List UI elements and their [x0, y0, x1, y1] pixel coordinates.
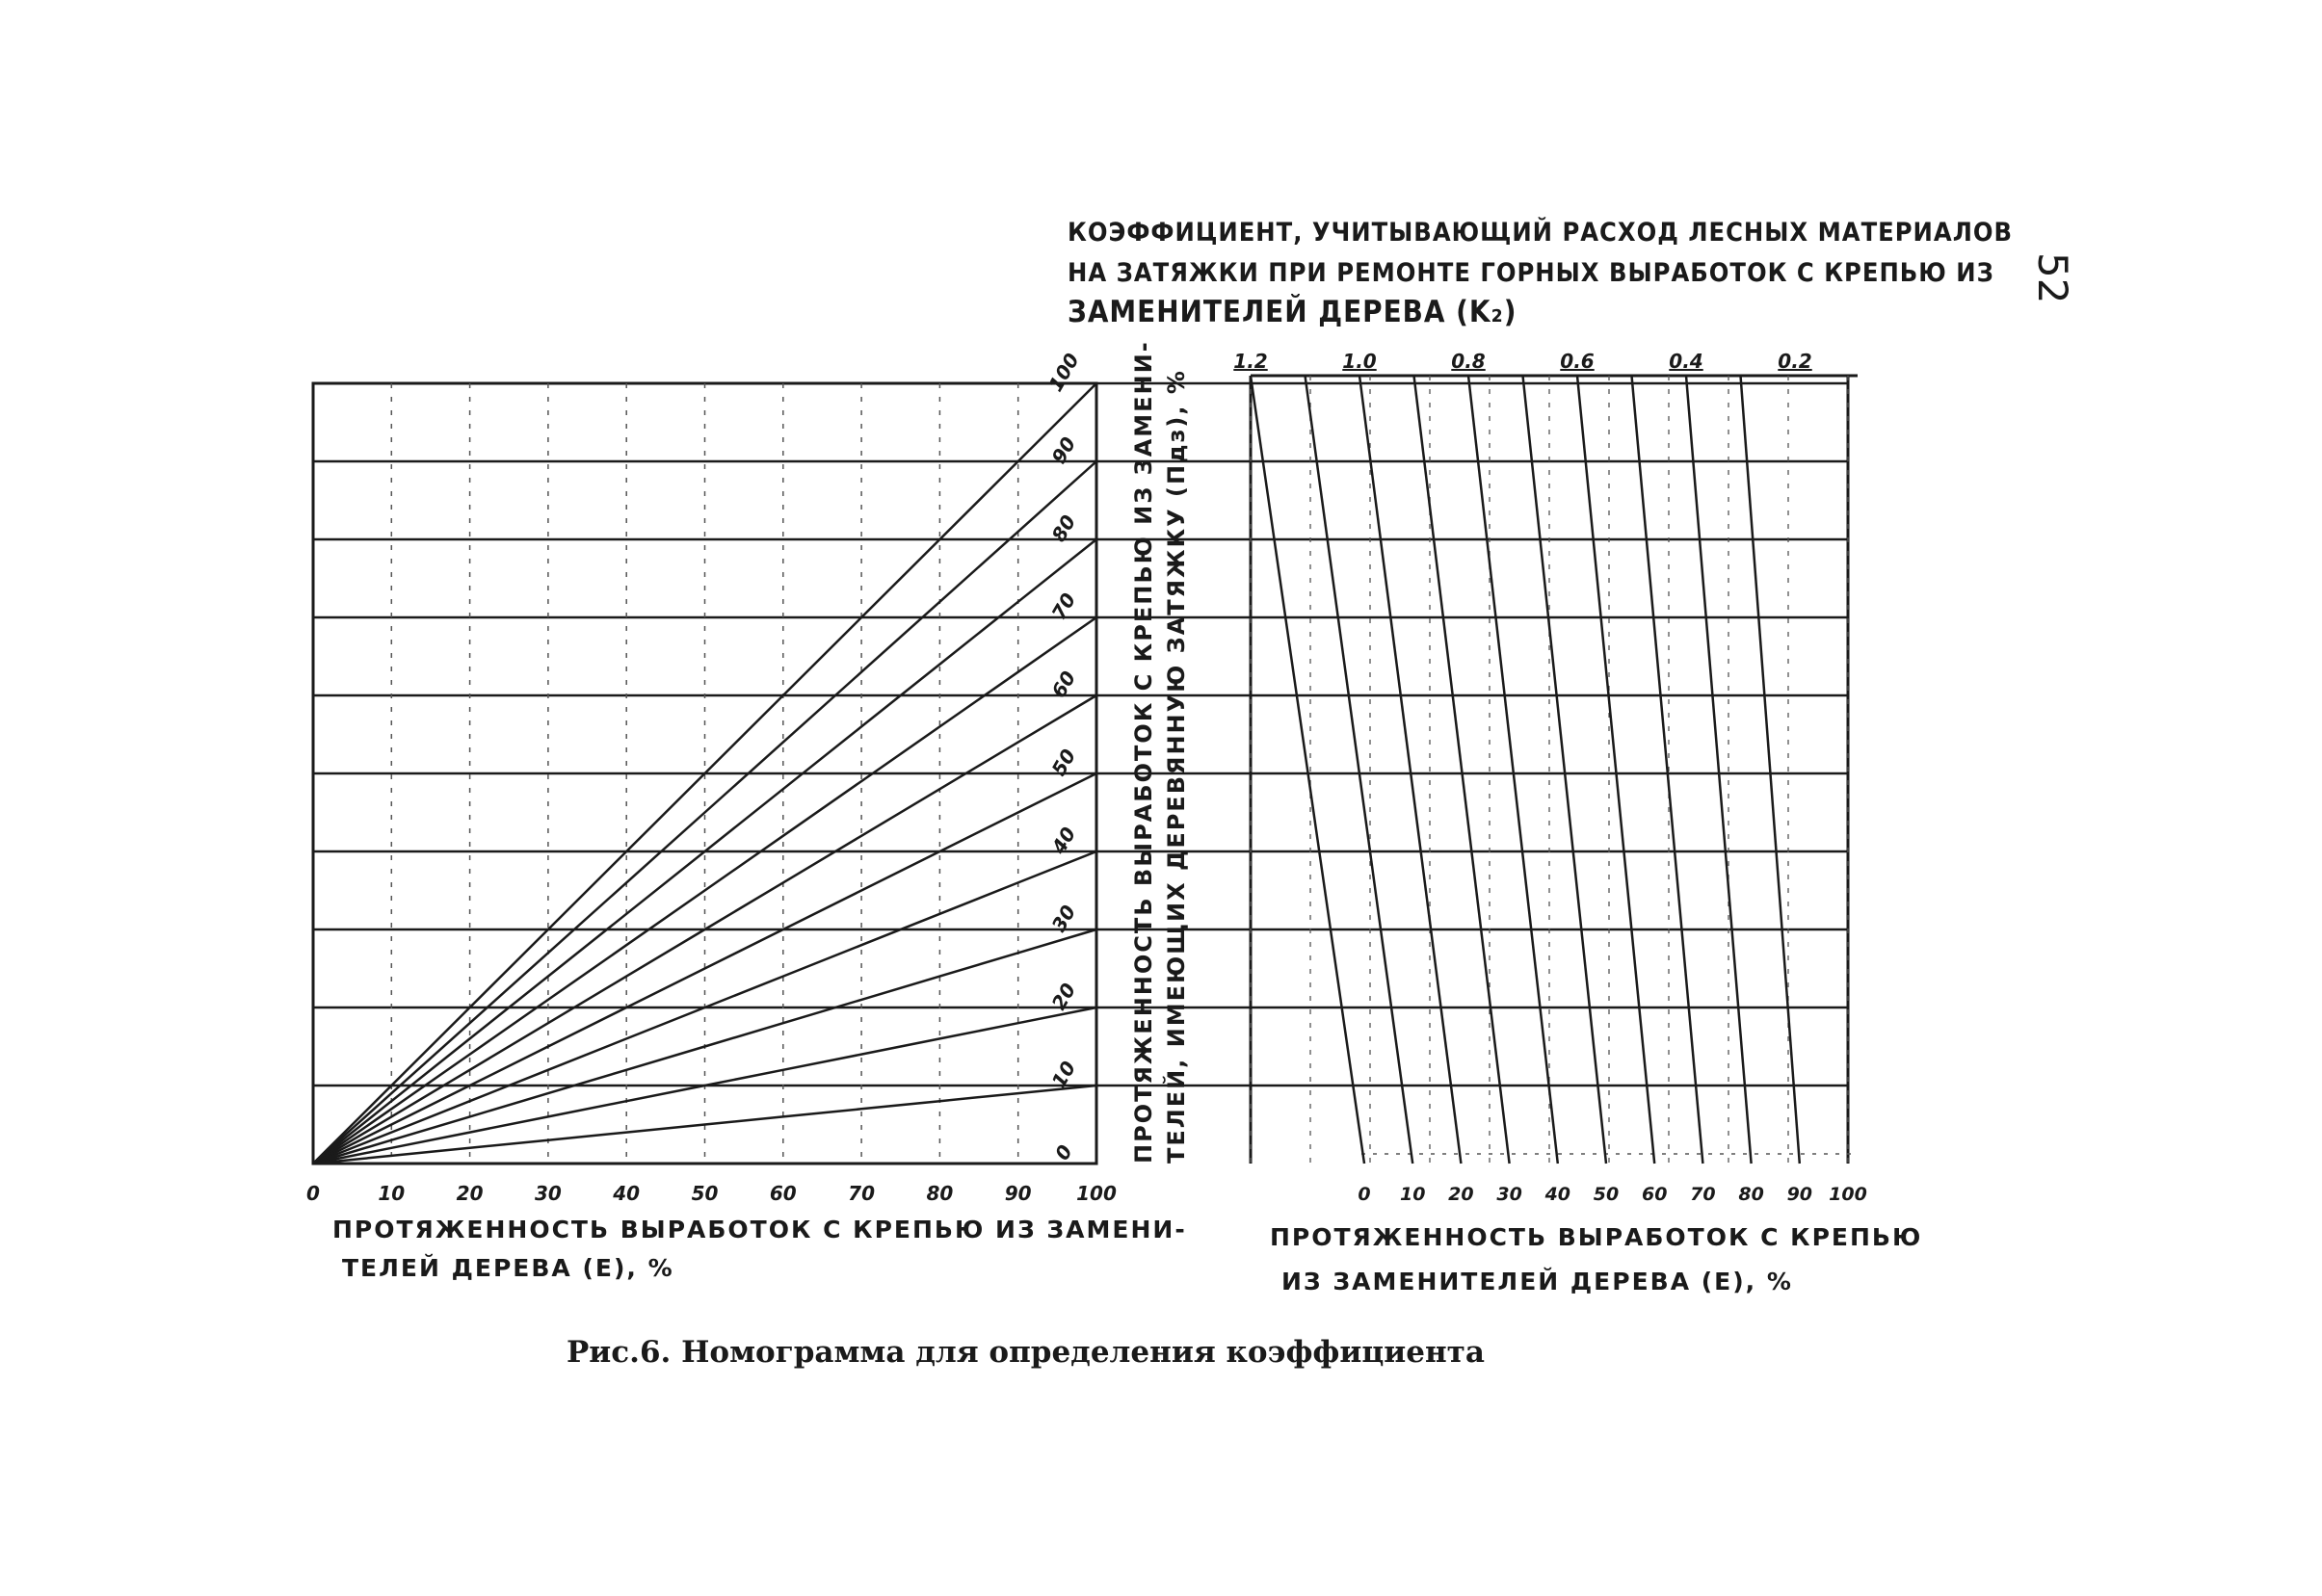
left-x-tick-label: 0: [306, 1182, 320, 1205]
right-x-tick-label: 50: [1593, 1184, 1620, 1205]
right-guide-line: [1414, 376, 1510, 1164]
right-tick-labels: [1233, 350, 1867, 1205]
right-guide-line: [1468, 376, 1558, 1164]
right-guide-line: [1741, 376, 1800, 1164]
left-chart-y-axis-label: [1127, 340, 1193, 1164]
left-tick-labels: [306, 349, 1117, 1205]
right-grid: [1096, 376, 1858, 1164]
left-x-tick-label: 10: [378, 1182, 406, 1205]
left-x-tick-label: 20: [456, 1182, 484, 1205]
right-x-label-line2: ИЗ ЗАМЕНИТЕЛЕЙ ДЕРЕВА (E), %: [1281, 1268, 1793, 1295]
left-series-line: [313, 617, 1096, 1164]
right-guide-line: [1251, 376, 1364, 1164]
left-x-tick-label: 80: [926, 1182, 954, 1205]
right-x-tick-label: 80: [1738, 1184, 1764, 1205]
left-x-tick-label: 40: [613, 1182, 641, 1205]
right-chart-title-line2: НА ЗАТЯЖКИ ПРИ РЕМОНТЕ ГОРНЫХ ВЫРАБОТОК С КРЕПЬЮ ИЗ: [1068, 258, 1994, 288]
left-y-label-line2: ТЕЛЕЙ, ИМЕЮЩИХ ДЕРЕВЯННУЮ ЗАТЯЖКУ (Пдз), %: [1163, 369, 1190, 1164]
right-x-tick-label: 40: [1544, 1184, 1571, 1205]
right-guide-line: [1523, 376, 1607, 1164]
right-guide-line: [1306, 376, 1413, 1164]
left-y-label-line1: ПРОТЯЖЕННОСТЬ ВЫРАБОТОК С КРЕПЬЮ ИЗ ЗАМЕНИ-: [1130, 340, 1157, 1164]
left-x-tick-label: 90: [1004, 1182, 1032, 1205]
left-y-tick-label: 50: [1046, 745, 1081, 780]
left-y-tick-label: 80: [1046, 510, 1081, 546]
right-x-tick-label: 90: [1786, 1184, 1813, 1205]
right-top-tick-label: 1.2: [1233, 350, 1268, 373]
left-y-tick-label: 90: [1046, 432, 1081, 468]
right-chart-title-line3: ЗАМЕНИТЕЛЕЙ ДЕРЕВА (K₂): [1068, 295, 1517, 329]
right-guide-line: [1359, 376, 1461, 1164]
left-y-tick-label: 70: [1046, 589, 1081, 624]
right-guide-lines: [1251, 376, 1800, 1164]
left-x-label-line1: ПРОТЯЖЕННОСТЬ ВЫРАБОТОК С КРЕПЬЮ ИЗ ЗАМЕНИ-: [332, 1216, 1187, 1243]
left-x-label-line2: ТЕЛЕЙ ДЕРЕВА (E), %: [342, 1254, 674, 1282]
right-top-tick-label: 1.0: [1342, 350, 1377, 373]
right-top-tick-label: 0.4: [1669, 350, 1703, 373]
left-x-tick-label: 60: [769, 1182, 797, 1205]
right-x-tick-label: 60: [1641, 1184, 1668, 1205]
right-chart-title-line1: КОЭФФИЦИЕНТ, УЧИТЫВАЮЩИЙ РАСХОД ЛЕСНЫХ МАТЕРИАЛОВ: [1068, 218, 2014, 248]
right-top-tick-label: 0.2: [1778, 350, 1812, 373]
right-x-label-line1: ПРОТЯЖЕННОСТЬ ВЫРАБОТОК С КРЕПЬЮ: [1270, 1223, 1923, 1251]
page-number: 52: [2029, 252, 2076, 304]
right-top-tick-label: 0.6: [1560, 350, 1595, 373]
left-x-tick-label: 30: [534, 1182, 562, 1205]
right-top-tick-label: 0.8: [1451, 350, 1486, 373]
left-y-tick-label: 40: [1046, 823, 1081, 858]
right-x-tick-label: 70: [1690, 1184, 1716, 1205]
figure-caption: Рис.6. Номограмма для определения коэффициента: [567, 1335, 1485, 1370]
right-guide-line: [1686, 376, 1752, 1164]
right-x-tick-label: 30: [1496, 1184, 1522, 1205]
right-x-tick-label: 100: [1829, 1184, 1867, 1205]
left-y-tick-label: 100: [1043, 349, 1084, 396]
left-y-tick-label: 20: [1046, 979, 1081, 1014]
left-x-tick-label: 100: [1076, 1182, 1117, 1205]
left-x-tick-label: 50: [691, 1182, 719, 1205]
left-y-tick-label: 0: [1050, 1140, 1077, 1164]
right-x-tick-label: 10: [1399, 1184, 1426, 1205]
left-series-line: [313, 1086, 1096, 1164]
left-y-tick-label: 30: [1046, 901, 1081, 936]
left-y-tick-label: 10: [1046, 1057, 1081, 1092]
right-x-tick-label: 0: [1358, 1184, 1371, 1205]
left-y-tick-label: 60: [1046, 667, 1081, 702]
left-x-tick-label: 70: [848, 1182, 876, 1205]
right-x-tick-label: 20: [1448, 1184, 1474, 1205]
